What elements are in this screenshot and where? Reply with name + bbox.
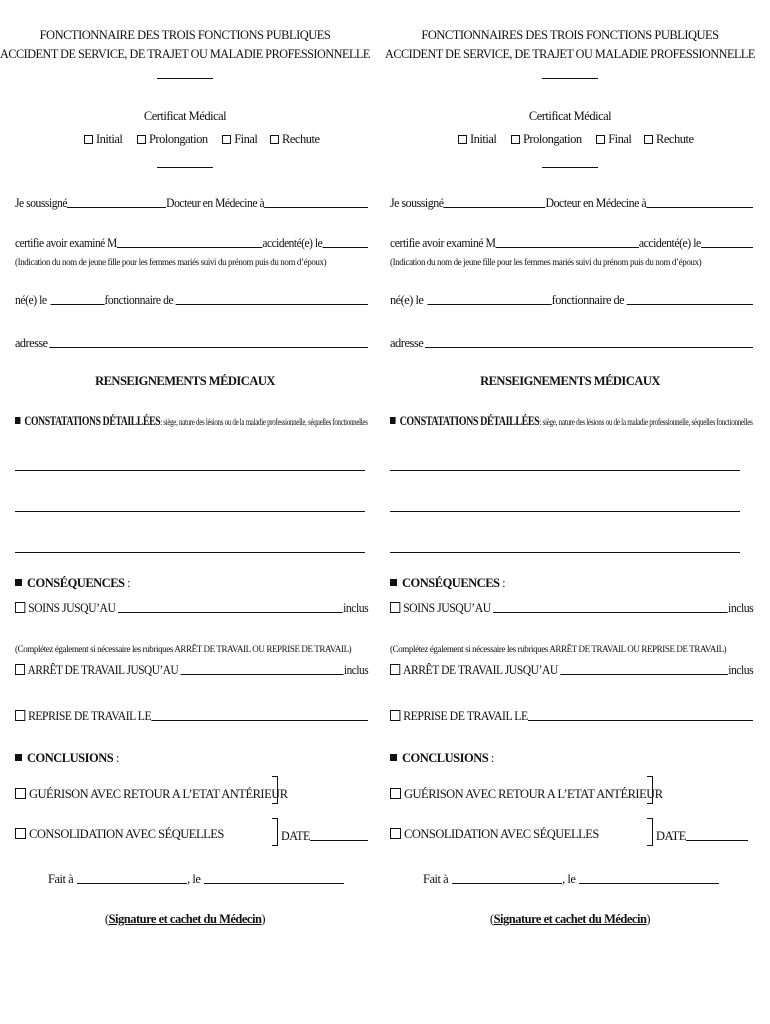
option-rechute[interactable]: Rechute — [644, 132, 693, 146]
examine-row: certifie avoir examiné M accidenté(e) le — [15, 236, 368, 251]
option-rechute[interactable]: Rechute — [270, 132, 319, 146]
date-row: DATE — [656, 829, 748, 844]
header-line-1: FONCTIONNAIRES DES TROIS FONCTIONS PUBLIQUES — [421, 28, 719, 42]
guerison-row: GUÉRISON AVEC RETOUR A L’ETAT ANTÉRIEUR — [390, 787, 663, 802]
arret-row: ARRÊT DE TRAVAIL JUSQU’AU inclus — [390, 663, 753, 678]
header-line-1: FONCTIONNAIRE DES TROIS FONCTIONS PUBLIQUES — [39, 28, 331, 42]
checkbox-icon — [137, 135, 146, 144]
checkbox-icon — [458, 135, 467, 144]
checkbox-icon[interactable] — [15, 710, 25, 721]
indication-note: (Indication du nom de jeune fille pour les femmes mariés suivi du prénom puis du nom d’époux) — [15, 257, 327, 267]
certificate-form-left — [0, 0, 370, 1024]
signature-label: (Signature et cachet du Médecin) — [489, 912, 651, 926]
certificate-title: Certificat Médical — [143, 109, 227, 123]
bullet-icon — [390, 417, 396, 424]
checkbox-icon[interactable] — [390, 828, 401, 839]
soins-row: SOINS JUSQU’AU inclus — [390, 601, 753, 616]
arret-row: ARRÊT DE TRAVAIL JUSQU’AU inclus — [15, 663, 368, 678]
address-field[interactable] — [50, 337, 369, 348]
checkbox-icon[interactable] — [390, 664, 400, 675]
checkbox-icon[interactable] — [15, 602, 25, 613]
checkbox-icon — [270, 135, 279, 144]
guerison-row: GUÉRISON AVEC RETOUR A L’ETAT ANTÉRIEUR — [15, 787, 288, 802]
consolidation-row: CONSOLIDATION AVEC SÉQUELLES — [15, 827, 224, 842]
soussigne-row: Je soussigné Docteur en Médecine à — [390, 196, 753, 211]
checkbox-icon[interactable] — [15, 828, 26, 839]
constatations-line-2[interactable] — [390, 500, 740, 515]
checkbox-icon — [222, 135, 231, 144]
bracket — [272, 818, 278, 846]
consolidation-row: CONSOLIDATION AVEC SÉQUELLES — [390, 827, 599, 842]
reprise-date-field[interactable] — [151, 710, 368, 721]
consolidation-date-field[interactable] — [686, 830, 748, 841]
administration-field[interactable] — [176, 294, 368, 305]
administration-field[interactable] — [627, 294, 753, 305]
checkbox-icon[interactable] — [15, 664, 25, 675]
examine-row: certifie avoir examiné M accidenté(e) le — [390, 236, 753, 251]
title-divider — [385, 157, 755, 172]
certificate-type-options — [84, 132, 320, 147]
signature-label: (Signature et cachet du Médecin) — [104, 912, 266, 926]
consequences-heading: CONSÉQUENCES : — [390, 576, 505, 591]
bullet-icon — [15, 579, 22, 586]
checkbox-icon[interactable] — [390, 788, 401, 799]
patient-name-field[interactable] — [496, 237, 639, 248]
option-prolongation[interactable]: Prolongation — [137, 132, 208, 146]
signed-date-field[interactable] — [204, 873, 344, 884]
name-field[interactable] — [67, 197, 166, 208]
bracket — [647, 818, 653, 846]
checkbox-icon — [596, 135, 605, 144]
header-line-2: ACCIDENT DE SERVICE, DE TRAJET OU MALADIE PROFESSIONNELLE — [0, 47, 370, 61]
constatations-line-3[interactable] — [15, 541, 365, 556]
city-field[interactable] — [646, 197, 753, 208]
checkbox-icon[interactable] — [390, 602, 400, 613]
constatations-line-1[interactable] — [15, 459, 365, 474]
constatations-line-3[interactable] — [390, 541, 740, 556]
address-row: adresse — [15, 336, 368, 351]
header-line-2: ACCIDENT DE SERVICE, DE TRAJET OU MALADIE PROFESSIONNELLE — [385, 47, 755, 61]
bullet-icon — [15, 417, 20, 424]
reprise-row: REPRISE DE TRAVAIL LE — [390, 709, 753, 724]
arret-date-field[interactable] — [181, 664, 344, 675]
completez-note: (Complétez également si nécessaire les rubriques ARRÊT DE TRAVAIL OU REPRISE DE TRAVAIL) — [390, 644, 727, 654]
accident-date-field[interactable] — [701, 237, 753, 248]
birth-row: né(e) le fonctionnaire de — [390, 293, 753, 308]
title-divider — [0, 157, 370, 172]
bullet-icon — [390, 579, 397, 586]
option-final[interactable]: Final — [596, 132, 631, 146]
section-title: RENSEIGNEMENTS MÉDICAUX — [95, 374, 275, 388]
place-field[interactable] — [77, 873, 187, 884]
certificate-type-options — [458, 132, 694, 147]
patient-name-field[interactable] — [117, 237, 263, 248]
conclusions-heading: CONCLUSIONS : — [390, 751, 494, 766]
checkbox-icon — [511, 135, 520, 144]
completez-note: (Complétez également si nécessaire les rubriques ARRÊT DE TRAVAIL OU REPRISE DE TRAVAIL) — [15, 644, 352, 654]
bracket — [272, 776, 278, 804]
constatations-heading: CONSTATATIONS DÉTAILLÉES: siège, nature des lésions ou de la maladie professionnelle, séquelles fonctionnelles — [15, 414, 368, 429]
date-row: DATE — [281, 829, 368, 844]
certificate-form-right — [385, 0, 755, 1024]
birth-date-field[interactable] — [427, 294, 551, 305]
checkbox-icon[interactable] — [15, 788, 26, 799]
fait-row: Fait à , le — [48, 872, 344, 887]
constatations-line-1[interactable] — [390, 459, 740, 474]
soussigne-row: Je soussigné Docteur en Médecine à — [15, 196, 368, 211]
checkbox-icon — [84, 135, 93, 144]
option-final[interactable]: Final — [222, 132, 257, 146]
place-field[interactable] — [452, 873, 562, 884]
bullet-icon — [15, 754, 22, 761]
option-initial[interactable]: Initial — [458, 132, 496, 146]
option-prolongation[interactable]: Prolongation — [511, 132, 582, 146]
checkbox-icon — [644, 135, 653, 144]
arret-date-field[interactable] — [561, 664, 729, 675]
checkbox-icon[interactable] — [390, 710, 400, 721]
name-field[interactable] — [444, 197, 546, 208]
birth-row: né(e) le fonctionnaire de — [15, 293, 368, 308]
consolidation-date-field[interactable] — [310, 830, 368, 841]
soins-date-field[interactable] — [118, 602, 343, 613]
soins-date-field[interactable] — [494, 602, 728, 613]
address-field[interactable] — [425, 337, 753, 348]
consequences-heading: CONSÉQUENCES : — [15, 576, 130, 591]
fait-row: Fait à , le — [423, 872, 719, 887]
address-row: adresse — [390, 336, 753, 351]
bracket — [647, 776, 653, 804]
constatations-heading: CONSTATATIONS DÉTAILLÉES: siège, nature des lésions ou de la maladie professionnelle, séquelles fonctionnelles — [390, 414, 753, 429]
certificate-title: Certificat Médical — [528, 109, 612, 123]
header-divider — [0, 68, 370, 83]
birth-date-field[interactable] — [50, 294, 104, 305]
bullet-icon — [390, 754, 397, 761]
header-divider — [385, 68, 755, 83]
option-initial[interactable]: Initial — [84, 132, 122, 146]
soins-row: SOINS JUSQU’AU inclus — [15, 601, 368, 616]
signed-date-field[interactable] — [579, 873, 719, 884]
section-title: RENSEIGNEMENTS MÉDICAUX — [480, 374, 660, 388]
reprise-row: REPRISE DE TRAVAIL LE — [15, 709, 368, 724]
accident-date-field[interactable] — [322, 237, 367, 248]
constatations-line-2[interactable] — [15, 500, 365, 515]
conclusions-heading: CONCLUSIONS : — [15, 751, 119, 766]
reprise-date-field[interactable] — [528, 710, 753, 721]
indication-note: (Indication du nom de jeune fille pour les femmes mariés suivi du prénom puis du nom d’époux) — [390, 257, 702, 267]
city-field[interactable] — [264, 197, 368, 208]
